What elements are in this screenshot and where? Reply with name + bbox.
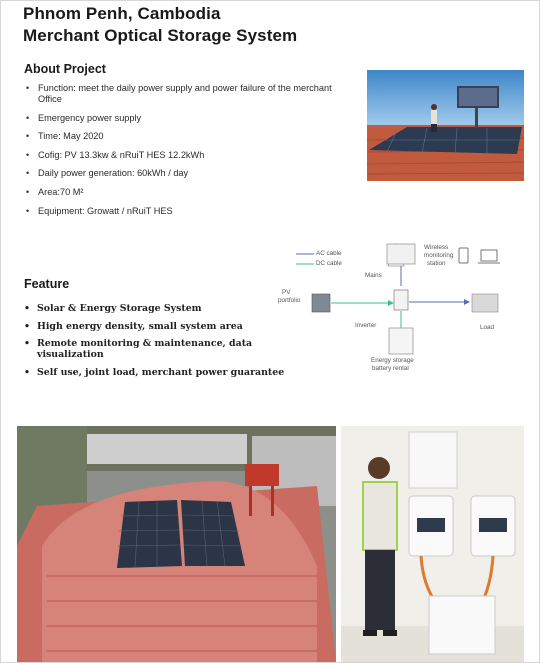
pv-label-1: PV xyxy=(282,289,291,296)
list-item: • Self use, joint load, merchant power guarantee xyxy=(24,367,304,378)
list-item: • Time: May 2020 xyxy=(26,131,346,142)
about-heading: About Project xyxy=(24,62,106,76)
pv-panel-icon xyxy=(312,294,330,312)
wireless-label-3: station xyxy=(427,260,446,267)
system-diagram xyxy=(276,236,526,376)
storage-label-1: Energy storage xyxy=(371,357,414,364)
mains-tower-icon xyxy=(387,244,415,266)
aerial-roof-photo xyxy=(17,426,336,662)
installation-photo xyxy=(341,426,524,662)
mains-label: Mains xyxy=(365,272,382,279)
laptop-icon xyxy=(481,250,497,261)
list-item: • Remote monitoring & maintenance, data visualization xyxy=(24,338,304,360)
list-item: • Function: meet the daily power supply and power failure of the merchant Office xyxy=(26,83,346,105)
list-item: • Daily power generation: 60kWh / day xyxy=(26,168,346,179)
pv-label-2: portfolio xyxy=(278,297,301,304)
wireless-label-1: Wireless xyxy=(424,244,449,251)
battery-icon xyxy=(389,328,413,354)
list-item: • Emergency power supply xyxy=(26,113,346,124)
rooftop-photo xyxy=(367,70,524,181)
list-item: • Solar & Energy Storage System xyxy=(24,303,304,314)
list-item: • Cofig: PV 13.3kw & nRuiT HES 12.2kWh xyxy=(26,150,346,161)
inverter-icon xyxy=(394,290,408,310)
phone-icon xyxy=(459,248,468,263)
page-title-location: Phnom Penh, Cambodia xyxy=(23,4,221,23)
storage-label-2: battery rental xyxy=(372,365,409,372)
list-item: • Equipment: Growatt / nRuiT HES xyxy=(26,206,346,217)
about-list xyxy=(26,83,346,224)
legend-dc-label: DC cable xyxy=(316,260,342,267)
feature-list xyxy=(24,303,304,384)
list-item: • High energy density, small system area xyxy=(24,321,304,332)
page-title-system: Merchant Optical Storage System xyxy=(23,26,298,45)
list-item: • Area:70 M² xyxy=(26,187,346,198)
load-label: Load xyxy=(480,324,495,331)
feature-heading: Feature xyxy=(24,277,70,291)
wireless-label-2: monitoring xyxy=(424,252,454,259)
legend-ac-label: AC cable xyxy=(316,250,342,257)
load-icon xyxy=(472,294,498,312)
inverter-label: Inverter xyxy=(355,322,377,329)
